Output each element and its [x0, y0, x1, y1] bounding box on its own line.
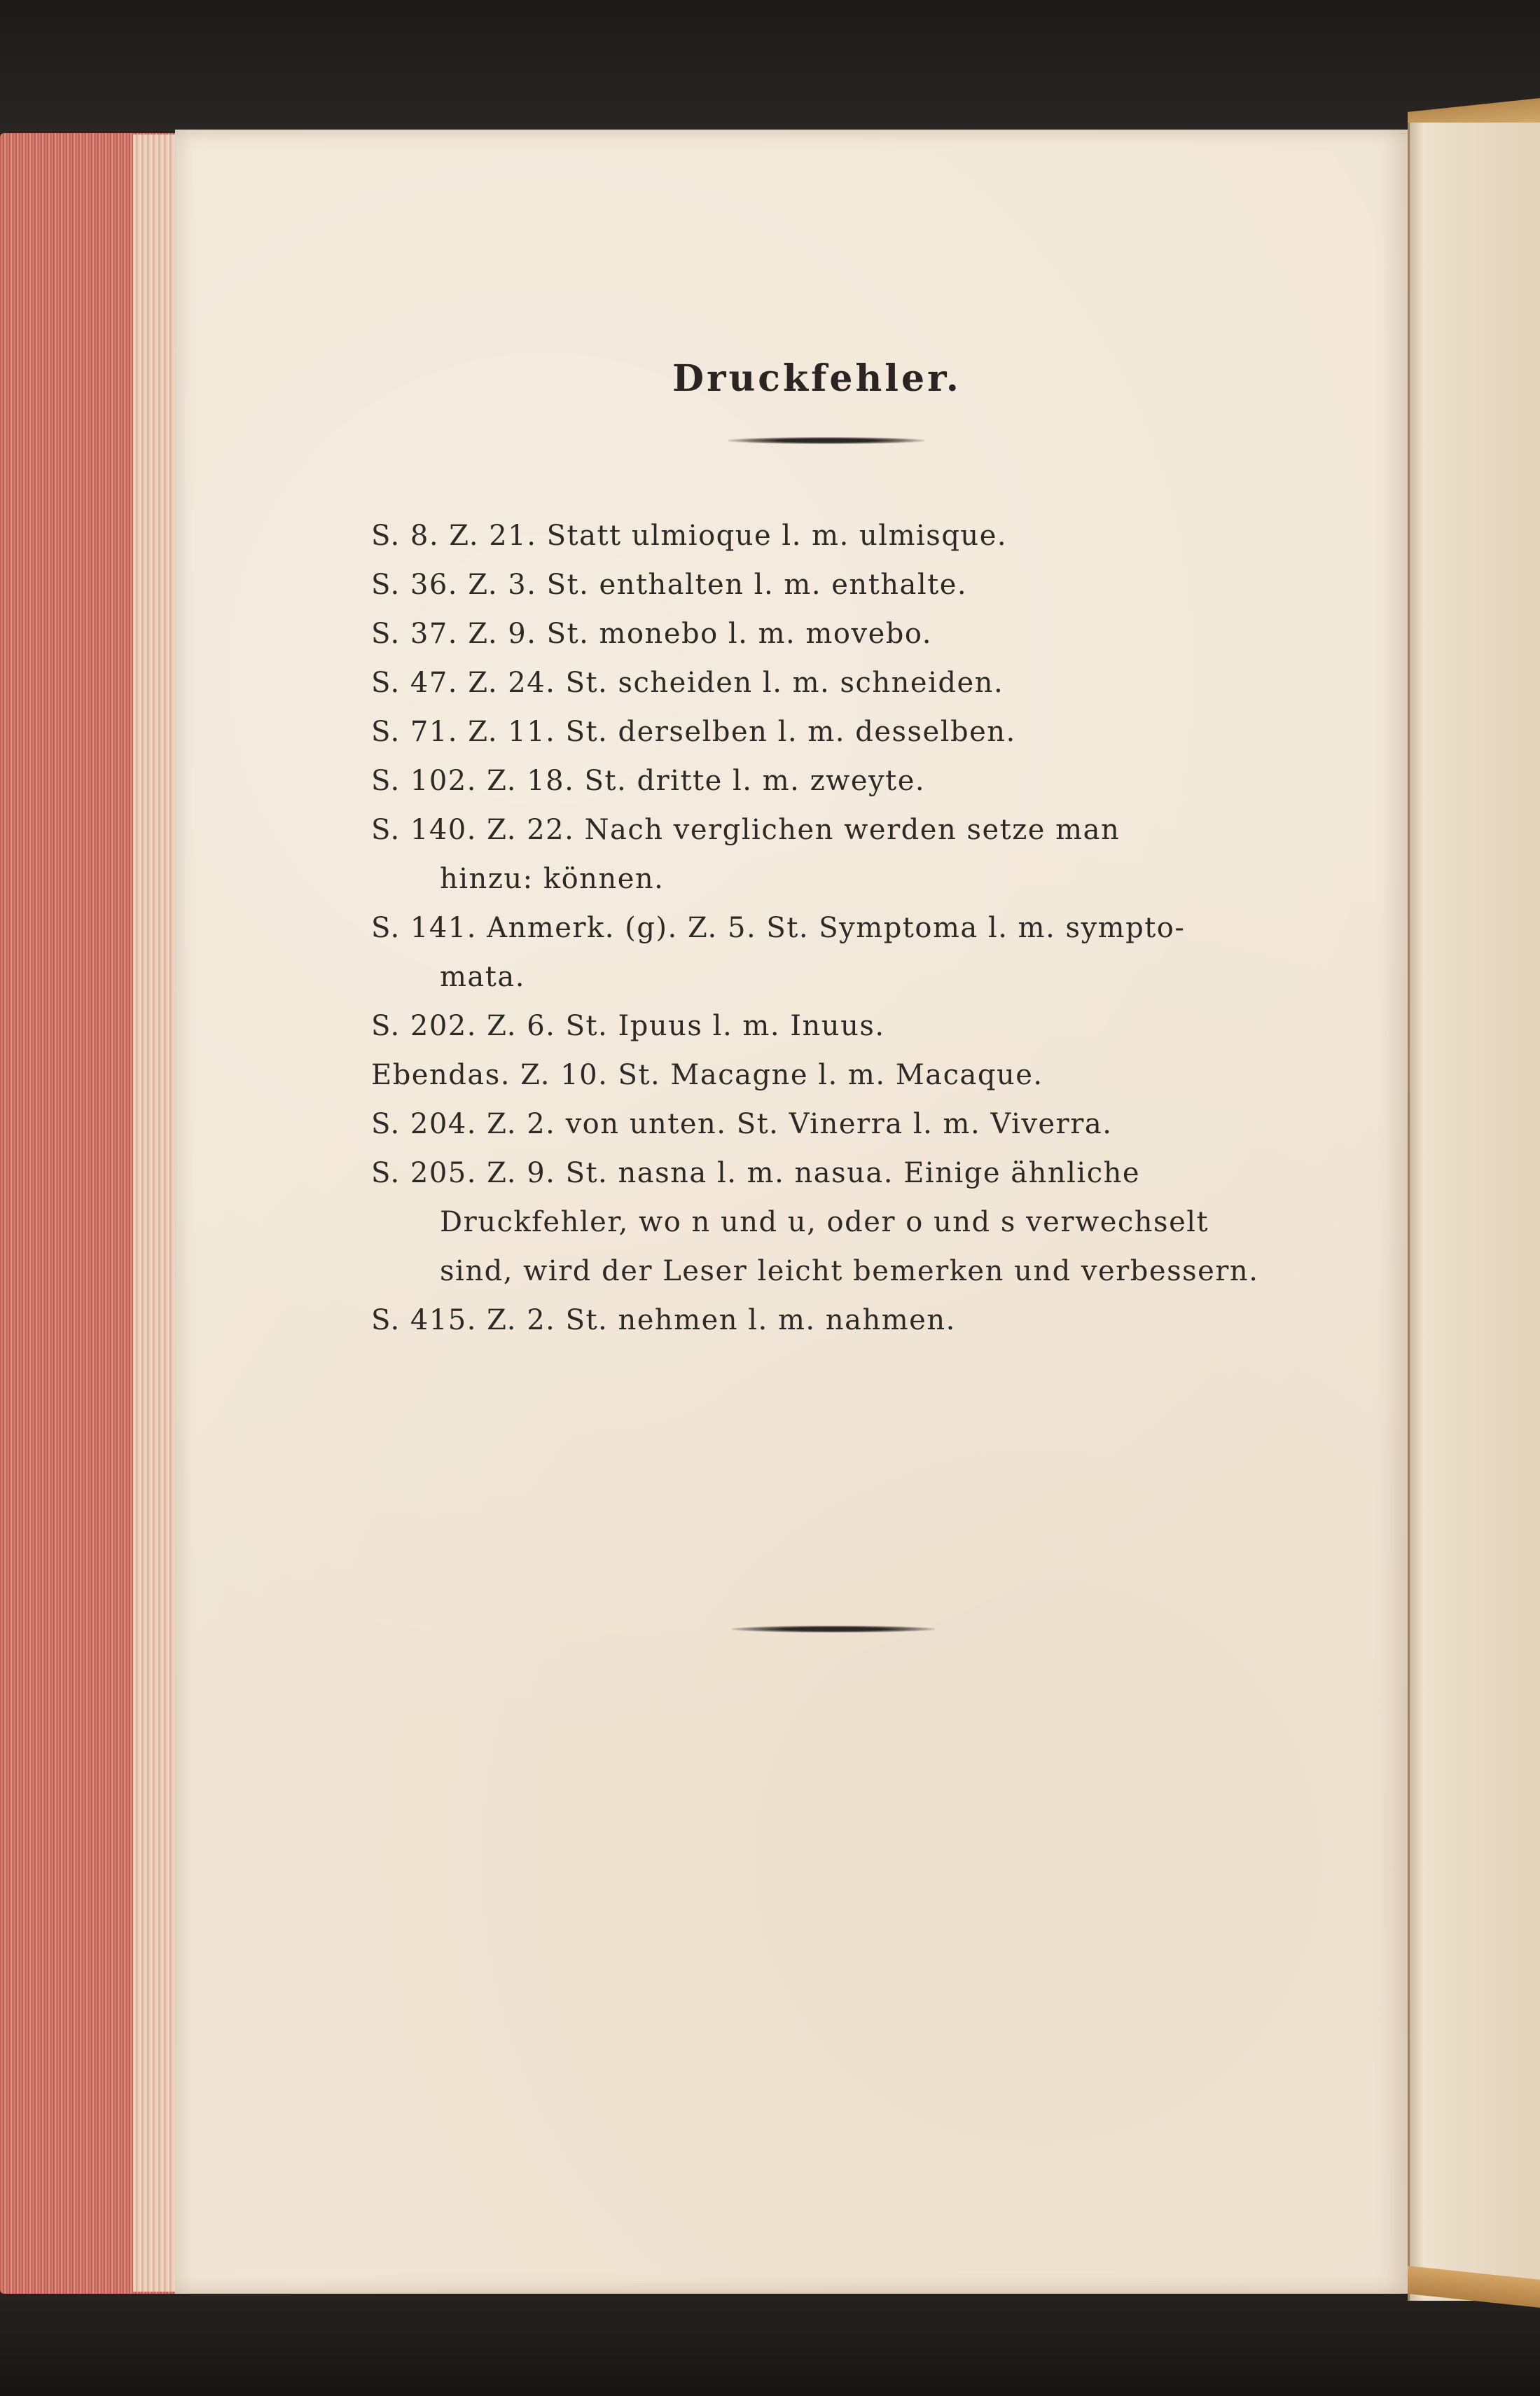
errata-line: S. 102. Z. 18. St. dritte l. m. zweyte. [371, 765, 926, 797]
errata-line: S. 47. Z. 24. St. scheiden l. m. schneiden. [371, 667, 1004, 699]
errata-line: S. 141. Anmerk. (g). Z. 5. St. Symptoma l. m. sympto- [371, 912, 1186, 944]
ornamental-rule-bottom [732, 1626, 935, 1633]
errata-line-continuation: mata. [440, 961, 525, 993]
errata-line: S. 204. Z. 2. von unten. St. Vinerra l. m. Viverra. [371, 1108, 1113, 1140]
facing-page [1408, 123, 1540, 2301]
errata-line-continuation: hinzu: können. [440, 863, 665, 895]
errata-line-continuation: Druckfehler, wo n und u, oder o und s verwechselt [440, 1206, 1209, 1238]
errata-line: S. 8. Z. 21. Statt ulmioque l. m. ulmisque. [371, 520, 1008, 552]
background-bottom [0, 2290, 1540, 2396]
errata-line: S. 415. Z. 2. St. nehmen l. m. nahmen. [371, 1304, 956, 1336]
errata-line: S. 205. Z. 9. St. nasna l. m. nasua. Einige ähnliche [371, 1157, 1141, 1189]
errata-line: S. 71. Z. 11. St. derselben l. m. desselben. [371, 716, 1016, 748]
background-top [0, 0, 1540, 140]
errata-line: S. 202. Z. 6. St. Ipuus l. m. Inuus. [371, 1010, 885, 1042]
errata-line: S. 36. Z. 3. St. enthalten l. m. enthalte. [371, 569, 968, 601]
book-fore-edge-inner [133, 134, 181, 2292]
errata-line-continuation: sind, wird der Leser leicht bemerken und verbessern. [440, 1255, 1259, 1287]
ornamental-rule-top [728, 437, 924, 444]
errata-list [371, 511, 1296, 1345]
page-heading: Druckfehler. [672, 357, 962, 400]
errata-line: Ebendas. Z. 10. St. Macagne l. m. Macaque. [371, 1059, 1043, 1091]
errata-line: S. 37. Z. 9. St. monebo l. m. movebo. [371, 618, 932, 650]
errata-line: S. 140. Z. 22. Nach verglichen werden setze man [371, 814, 1121, 846]
